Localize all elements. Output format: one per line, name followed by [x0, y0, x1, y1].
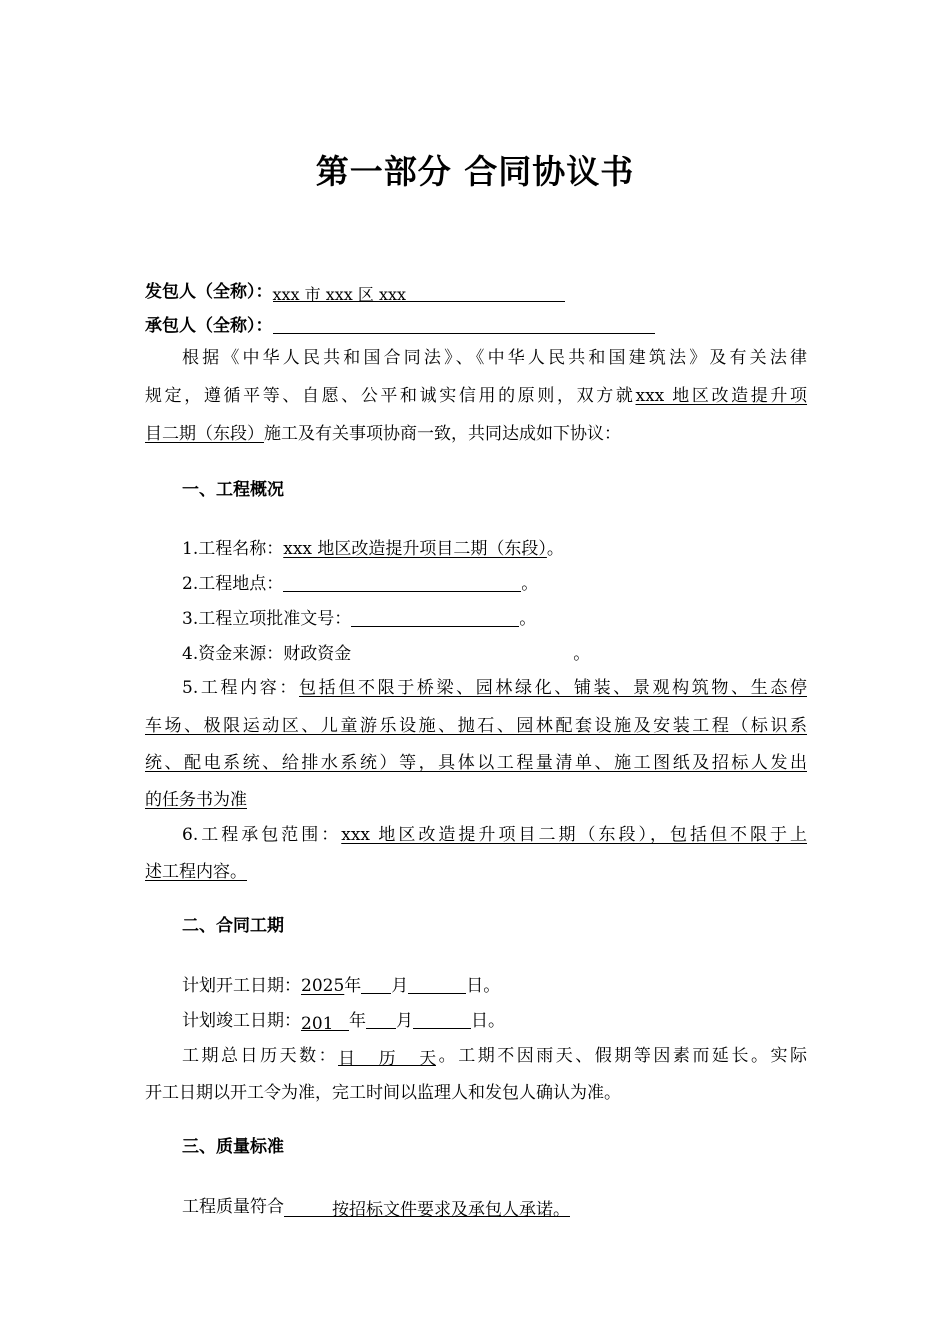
fund-source-label: 4.资金来源：: [182, 644, 284, 664]
start-date-label: 计划开工日期：: [182, 976, 301, 996]
end-date-label: 计划竣工日期：: [182, 1011, 301, 1031]
end-year: 201: [301, 1014, 334, 1034]
section-3-heading: 三、质量标准: [182, 1137, 284, 1157]
month-label: 月: [396, 1011, 413, 1031]
quality-field: [284, 1198, 570, 1220]
intro-line-3: [145, 422, 807, 446]
period: 。: [546, 539, 564, 559]
fund-source-line: [182, 642, 807, 666]
start-date-line: [182, 974, 807, 998]
year-label: 年: [344, 976, 362, 996]
work-content-line-4: 的任务书为准: [145, 790, 247, 810]
scope-line-2: 述工程内容。: [145, 862, 247, 882]
total-days-rest: 。工期不因雨天、假期等因素而延长。实际: [436, 1046, 808, 1066]
contractor-line: [145, 314, 807, 338]
work-content-line-3: 统、配电系统、给排水系统）等，具体以工程量清单、施工图纸及招标人发出: [145, 753, 807, 773]
actual-start-line: 开工日期以开工令为准，完工时间以监理人和发包人确认为准。: [145, 1083, 621, 1103]
intro-line-2-text: 规定，遵循平等、自愿、公平和诚实信用的原则，双方就: [145, 386, 636, 406]
month-label: 月: [391, 976, 409, 996]
approval-number-line: [182, 607, 807, 631]
project-name-value: xxx 地区改造提升项目二期（东段）: [283, 539, 547, 559]
end-month-field: [366, 1010, 396, 1029]
approval-number-field: [351, 608, 519, 627]
quality-label: 工程质量符合: [182, 1197, 284, 1217]
project-site-field: [283, 573, 521, 592]
scope-line-1: [182, 823, 807, 847]
work-content-value-1: 包括但不限于桥梁、园林绿化、铺装、景观构筑物、生态停: [299, 678, 807, 698]
year-label: 年: [349, 1011, 366, 1031]
intro-line-1: 根据《中华人民共和国合同法》、《中华人民共和国建筑法》及有关法律: [182, 348, 807, 368]
total-days-label: 工期总日历天数：: [182, 1046, 339, 1066]
project-name-line: [182, 537, 807, 561]
employer-field: [273, 283, 565, 302]
intro-line-3-text: 施工及有关事项协商一致，共同达成如下协议：: [264, 424, 621, 444]
start-year: 2025: [301, 976, 345, 996]
day-label: 日。: [471, 1011, 505, 1031]
project-site-line: [182, 572, 807, 596]
quality-value: 按招标文件要求及承包人承诺。: [332, 1200, 570, 1220]
intro-line-2: [145, 384, 807, 408]
approval-number-label: 3.工程立项批准文号：: [182, 609, 352, 629]
scope-value-1: xxx 地区改造提升项目二期（东段），包括但不限于上: [341, 825, 807, 845]
start-day-field: [408, 975, 466, 994]
end-year-field: [301, 1012, 349, 1034]
project-name-inline: xxx 地区改造提升项: [635, 386, 808, 406]
section-2-heading: 二、合同工期: [182, 916, 284, 936]
quality-line: [182, 1195, 807, 1219]
section-1-heading: 一、工程概况: [182, 480, 284, 500]
work-content-line-1: [182, 676, 807, 700]
total-days-line: [182, 1044, 807, 1068]
end-day-field: [413, 1010, 471, 1029]
employer-label: 发包人（全称）：: [145, 282, 273, 302]
project-name-inline-cont: 目二期（东段）: [145, 424, 264, 444]
end-date-line: [182, 1009, 807, 1033]
total-days-field: [338, 1047, 437, 1069]
period: 。: [519, 609, 537, 629]
work-content-line-2: 车场、极限运动区、儿童游乐设施、抛石、园林配套设施及安装工程（标识系: [145, 716, 807, 736]
page-title: 第一部分 合同协议书: [315, 152, 635, 191]
employer-line: [145, 280, 807, 304]
day-label: 日。: [466, 976, 501, 996]
period: 。: [573, 644, 591, 664]
work-content-label: 5.工程内容：: [182, 678, 300, 698]
contractor-field: [273, 315, 655, 334]
fund-source-value: 财政资金: [283, 644, 352, 664]
contractor-label: 承包人（全称）：: [145, 316, 273, 336]
scope-label: 6.工程承包范围：: [182, 825, 342, 845]
start-month-field: [361, 975, 391, 994]
total-days-unit: 日历天: [338, 1049, 437, 1069]
employer-value: xxx 市 xxx 区 xxx: [272, 285, 407, 304]
period: 。: [521, 574, 539, 594]
project-name-label: 1.工程名称：: [182, 539, 284, 559]
project-site-label: 2.工程地点：: [182, 574, 284, 594]
